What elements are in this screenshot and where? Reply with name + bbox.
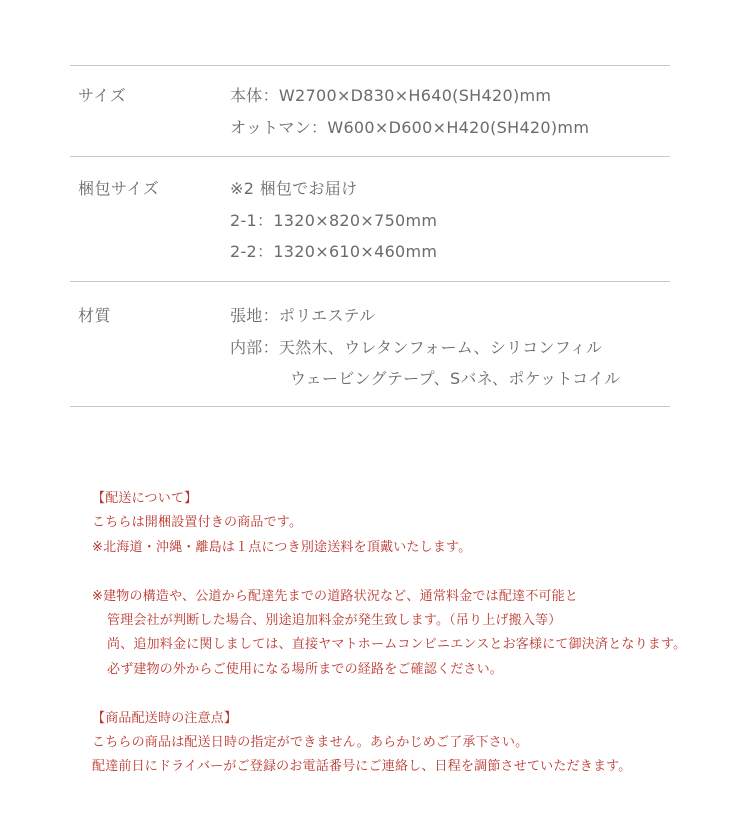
spec-label-packing: 梱包サイズ (78, 179, 160, 198)
spec-value-material (230, 300, 670, 406)
caution-line-1: こちらの商品は配送日時の指定ができません。あらかじめご了承下さい。 (92, 734, 529, 750)
access-line-1: ※建物の構造や、公道から配達先までの道路状況など、通常料金では配達不可能と (92, 588, 579, 604)
material-interior: 内部：天然木、ウレタンフォーム、シリコンフィル (230, 337, 603, 357)
spec-label-material: 材質 (78, 306, 112, 325)
spec-table (70, 65, 670, 407)
access-line-2: 管理会社が判断した場合、別途追加料金が発生致します。（吊り上げ搬入等） (107, 612, 562, 628)
packing-box-1: 2-1：1320×820×750mm (230, 210, 438, 230)
access-line-3: 尚、追加料金に関しましては、直接ヤマトホームコンビニエンスとお客様にて御決済となります。 (107, 637, 687, 653)
delivery-line-2: ※北海道・沖縄・離島は１点につき別途送料を頂戴いたします。 (92, 539, 472, 555)
delivery-heading: 【配送について】 (92, 491, 198, 506)
spec-row-packing (70, 157, 670, 282)
packing-box-2: 2-2：1320×610×460mm (230, 242, 438, 261)
size-ottoman: オットマン：W600×D600×H420(SH420)mm (230, 117, 590, 137)
size-body: 本体：W2700×D830×H640(SH420)mm (230, 86, 552, 105)
spacer (92, 682, 722, 706)
spec-row-size (70, 66, 670, 157)
spec-value-size (230, 80, 670, 156)
material-interior-cont: ウェービングテープ、Sバネ、ポケットコイル (290, 369, 621, 388)
spec-label-size: サイズ (78, 86, 127, 105)
spec-value-packing (230, 173, 670, 281)
spec-row-material (70, 282, 670, 407)
delivery-notes (92, 487, 722, 780)
packing-note: ※2 梱包でお届け (230, 179, 358, 198)
caution-line-2: 配達前日にドライバーがご登録のお電話番号にご連絡し、日程を調節させていただきます。 (92, 759, 632, 775)
access-line-4: 必ず建物の外からご使用になる場所までの経路をご確認ください。 (107, 661, 504, 677)
material-upholstery: 張地：ポリエステル (230, 306, 376, 325)
spacer (92, 560, 722, 584)
caution-heading: 【商品配送時の注意点】 (92, 710, 238, 726)
delivery-line-1: こちらは開梱設置付きの商品です。 (92, 515, 303, 531)
